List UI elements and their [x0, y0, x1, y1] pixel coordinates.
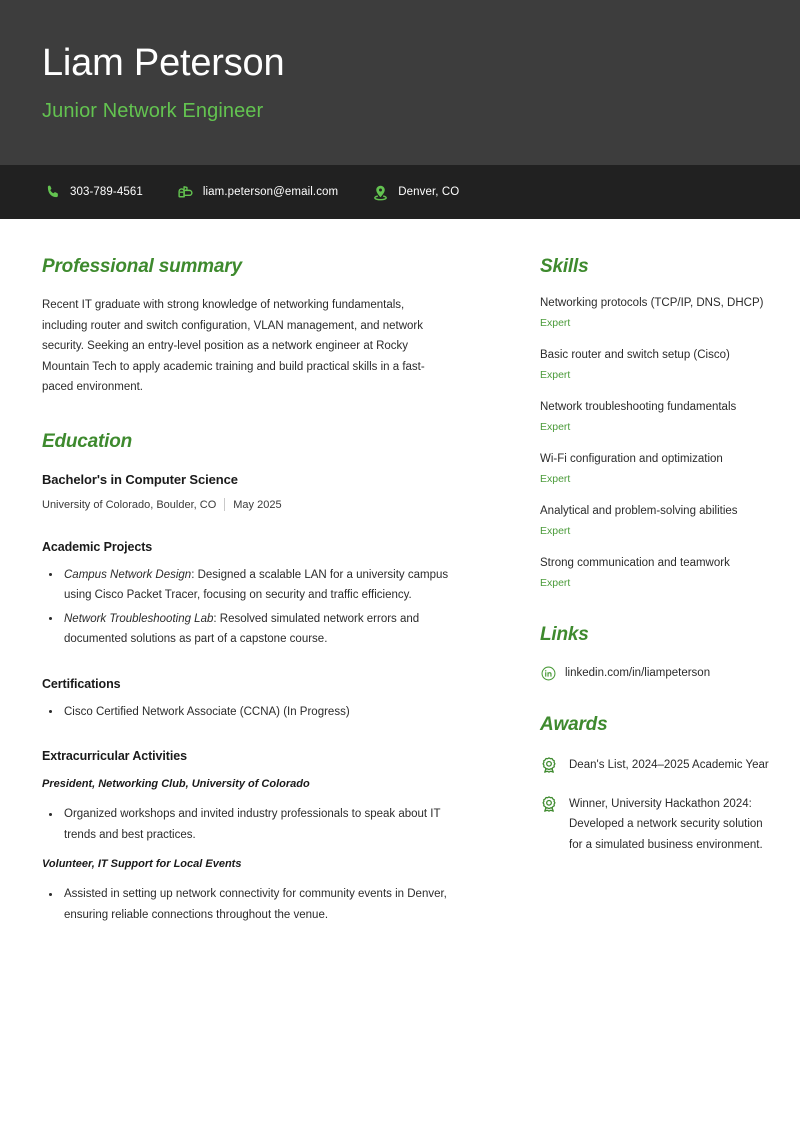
right-column [468, 255, 800, 928]
award-text: Dean's List, 2024–2025 Academic Year [569, 759, 769, 771]
skill-item [540, 347, 776, 383]
skill-level: Expert [540, 577, 571, 589]
skill-level: Expert [540, 525, 571, 537]
section-heading-skills: Skills [540, 256, 589, 277]
spacer [540, 591, 776, 623]
skill-name: Basic router and switch setup (Cisco) [540, 349, 730, 361]
certifications-list [42, 702, 450, 723]
list-item [42, 565, 450, 606]
candidate-name: Liam Peterson [42, 42, 285, 84]
contact-item-phone[interactable] [44, 184, 143, 201]
skill-level: Expert [540, 369, 571, 381]
award-badge-icon [540, 756, 558, 774]
skill-name: Strong communication and teamwork [540, 557, 730, 569]
contact-bar [0, 165, 800, 219]
skill-item [540, 399, 776, 435]
phone-icon [44, 184, 61, 201]
mailbox-icon [177, 184, 194, 201]
education-meta [42, 497, 450, 513]
contact-location-text: Denver, CO [398, 186, 460, 198]
project-text: : Resolved simulated network errors and documented solutions as part of a capstone course. [64, 612, 420, 645]
skill-name: Network troubleshooting fundamentals [540, 401, 737, 413]
sub-heading-extracurricular: Extracurricular Activities [42, 749, 187, 763]
list-item: Assisted in setting up network connectivity for community events in Denver, ensuring reliable connections throughout the venue. [42, 884, 450, 925]
contact-item-email[interactable] [177, 184, 338, 201]
contact-email-text: liam.peterson@email.com [202, 186, 339, 198]
link-item-linkedin[interactable] [540, 665, 776, 681]
resume-header [0, 0, 800, 165]
linkedin-icon [540, 665, 556, 681]
candidate-job-title: Junior Network Engineer [42, 100, 264, 122]
award-badge-icon [540, 795, 558, 813]
skill-item [540, 451, 776, 487]
skill-item [540, 295, 776, 331]
skill-item [540, 555, 776, 591]
contact-phone-text: 303-789-4561 [70, 186, 143, 198]
extracurricular-role: Volunteer, IT Support for Local Events [42, 858, 242, 870]
extracurricular-bullets [42, 884, 450, 925]
section-heading-education: Education [42, 430, 133, 452]
skill-name: Wi-Fi configuration and optimization [540, 453, 723, 465]
section-heading-awards: Awards [540, 714, 608, 735]
list-item [42, 609, 450, 650]
spacer [42, 398, 450, 430]
list-item: Organized workshops and invited industry professionals to speak about IT trends and best practices. [42, 804, 450, 845]
contact-item-location[interactable] [372, 184, 459, 201]
sub-heading-academic-projects: Academic Projects [42, 539, 153, 554]
location-pin-icon [372, 184, 389, 201]
extracurricular-role: President, Networking Club, University of Colorado [42, 778, 310, 790]
project-text: : Designed a scalable LAN for a university campus using Cisco Packet Tracer, focusing on security and traffic efficiency. [64, 568, 449, 601]
academic-projects-list [42, 565, 450, 650]
education-school: University of Colorado, Boulder, CO [42, 498, 217, 511]
section-heading-summary: Professional summary [42, 256, 242, 277]
award-item [540, 755, 776, 776]
list-item: Cisco Certified Network Associate (CCNA) (In Progress) [42, 702, 450, 723]
education-degree: Bachelor's in Computer Science [42, 471, 238, 487]
extracurricular-bullets [42, 804, 450, 845]
award-text: Winner, University Hackathon 2024: Developed a network security solution for a simulated business environment. [569, 797, 763, 851]
award-item [540, 794, 776, 856]
link-text: linkedin.com/in/liampeterson [565, 667, 711, 679]
skill-item [540, 503, 776, 539]
left-column [0, 255, 468, 928]
skill-level: Expert [540, 473, 571, 485]
education-date: May 2025 [233, 498, 282, 511]
project-label: Network Troubleshooting Lab [64, 612, 214, 625]
section-heading-links: Links [540, 624, 589, 645]
spacer [540, 681, 776, 713]
skill-level: Expert [540, 317, 571, 329]
summary-text: Recent IT graduate with strong knowledge of networking fundamentals, including router and switch configuration, VLAN management, and network security. Seeking an entry-level position as a network engineer at Rocky Mountain Tech to apply academic training and build practical skills in a fast-paced environment. [42, 299, 425, 393]
resume-body [0, 219, 800, 928]
project-label: Campus Network Design [64, 568, 192, 581]
meta-divider [224, 498, 225, 511]
sub-heading-certifications: Certifications [42, 676, 121, 691]
skill-level: Expert [540, 421, 571, 433]
skill-name: Analytical and problem-solving abilities [540, 505, 738, 517]
skill-name: Networking protocols (TCP/IP, DNS, DHCP) [540, 297, 764, 309]
